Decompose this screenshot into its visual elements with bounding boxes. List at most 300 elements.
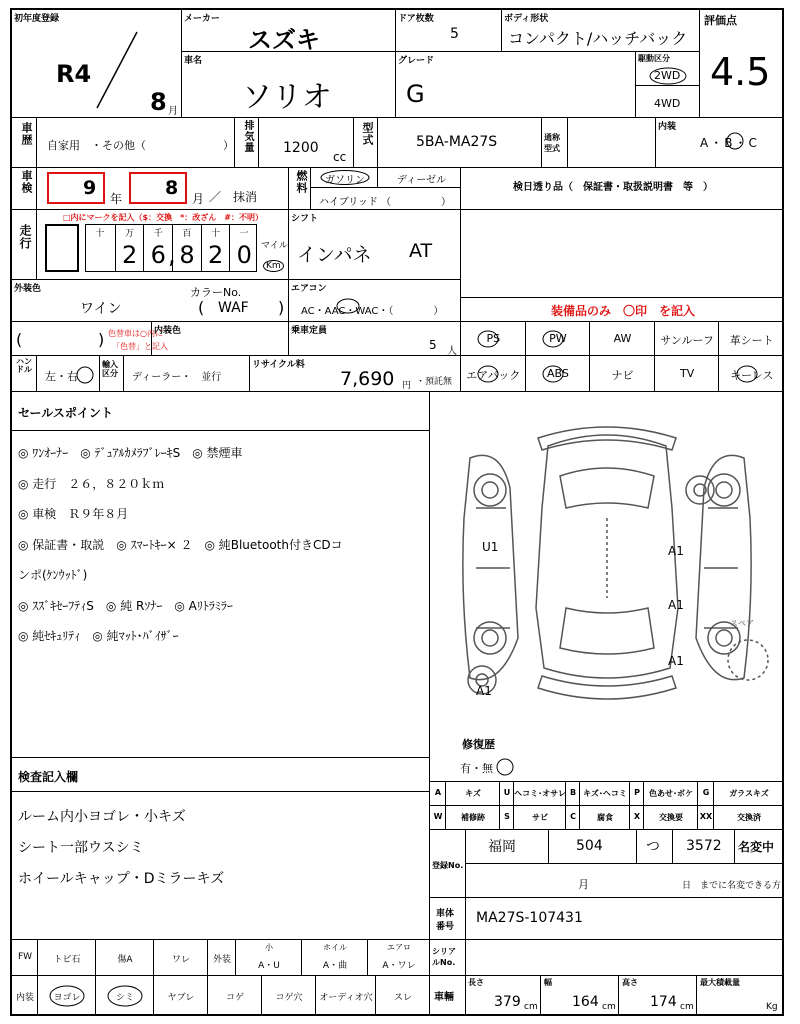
interior-damage-circle	[105, 983, 145, 1009]
interior-damage-cell	[12, 976, 38, 1016]
legend-text: X	[633, 812, 641, 821]
common-model-cell	[568, 118, 656, 168]
body-cell	[502, 10, 700, 52]
legend-code	[630, 782, 644, 806]
load-unit: Kg	[766, 1002, 778, 1012]
exterior-damage-cell	[236, 940, 302, 976]
registration-number-cell	[466, 830, 784, 864]
legend-text: C	[570, 812, 576, 821]
other-color-open: (	[16, 330, 23, 349]
exterior-damage-sub-value: A・U	[258, 961, 280, 971]
legend-description	[644, 782, 698, 806]
fuel-diesel: ディーゼル	[397, 175, 446, 186]
width-label: 幅	[544, 978, 552, 987]
equipment-label: ABS	[546, 367, 569, 380]
common-model-label-cell	[542, 118, 568, 168]
sales-title: セールスポイント	[18, 406, 113, 420]
exterior-damage-sub-value: A・ワレ	[382, 961, 416, 971]
fuel-divider-v	[377, 168, 378, 187]
registration-number: 3572	[686, 838, 722, 854]
grade-label: グレード	[398, 56, 435, 66]
damage-legend	[430, 782, 784, 830]
capacity-label: 乗車定員	[291, 326, 328, 336]
score-value: 4.5	[710, 50, 771, 94]
car-diagram	[430, 398, 784, 718]
height-unit: cm	[680, 1002, 694, 1012]
damage-mark-a1-right-rear: A1	[668, 654, 684, 668]
damage-mark-a1-right-front: A1	[668, 544, 684, 558]
model-value: 5BA-MA27S	[416, 134, 498, 150]
sales-point-line: ◎ 走行 ２６，８２０ｋｍ	[18, 476, 165, 491]
car-diagram-cell	[430, 392, 784, 782]
recycle-status: ・預託無	[416, 377, 453, 387]
capacity-unit: 人	[447, 346, 457, 357]
serial-cell	[466, 940, 784, 976]
legend-description	[580, 806, 630, 830]
interior-damage-cell	[376, 976, 430, 1016]
equipment-label: ナビ	[611, 369, 634, 382]
interior-grade-cell	[656, 118, 784, 168]
other-color-note2: 「色替」と記入	[112, 342, 168, 351]
serial-label: シリアルNo.	[432, 947, 456, 967]
color-no-value: WAF	[218, 300, 249, 316]
body-value: コンパクト/ハッチバック	[508, 29, 688, 48]
legend-code	[566, 806, 580, 830]
shift-label: シフト	[291, 214, 319, 224]
equipment-cell[interactable]	[655, 356, 720, 392]
exterior-damage-cell	[96, 940, 154, 976]
legend-text: U	[503, 788, 511, 797]
displacement-label-cell	[235, 118, 259, 168]
interior-damage-cell	[154, 976, 208, 1016]
interior-damage-cell	[316, 976, 376, 1016]
legend-description	[514, 806, 566, 830]
inspection-notes-header	[12, 758, 430, 792]
registration-label: 登録No.	[432, 861, 464, 870]
exterior-damage-sub-label: エアロ	[387, 943, 411, 952]
length-label: 長さ	[468, 978, 484, 987]
legend-description	[644, 806, 698, 830]
legend-description	[514, 782, 566, 806]
equipment-row-2	[461, 356, 784, 392]
mileage-digit-box	[201, 225, 230, 271]
fuel-circle	[319, 169, 371, 186]
legend-text: キズ	[465, 789, 481, 798]
mileage-unit-header: 十	[95, 229, 105, 239]
sales-point-line: ◎ 保証書・取説 ◎ ｽﾏｰﾄｷｰ× ２ ◎ 純Bluetooth付きCDコ	[18, 537, 343, 552]
repair-history-circle	[494, 756, 516, 778]
interior-damage-label: ヨゴレ	[53, 993, 81, 1003]
inspection-label-cell	[12, 168, 37, 210]
interior-damage-circle	[47, 983, 87, 1009]
inspection-month-box	[129, 172, 187, 204]
reg-divider-2	[636, 830, 637, 864]
mileage-label-cell	[12, 210, 37, 280]
equipment-label: AW	[613, 332, 632, 345]
carname-value: ソリオ	[242, 80, 332, 115]
mileage-mark-box[interactable]	[45, 224, 79, 272]
legend-code	[566, 782, 580, 806]
sales-point-line: ◎ ｽｽﾞｷｾｰﾌﾃｨS ◎ 純 Rｿﾅｰ ◎ Aﾘﾄﾗﾐﾗｰ	[18, 598, 233, 613]
mileage-unit-header: 一	[239, 229, 249, 239]
width-unit: cm	[602, 1002, 616, 1012]
legend-code	[500, 782, 514, 806]
interior-damage-label: コゲ穴	[275, 993, 303, 1003]
interior-damage-cell	[208, 976, 262, 1016]
mileage-unit-mile: マイル	[261, 241, 288, 251]
legend-text: ヘコミ･オサレ	[514, 789, 566, 798]
height-label: 高さ	[622, 978, 638, 987]
equipment-cell[interactable]	[526, 322, 591, 356]
mileage-digit: 2	[121, 241, 138, 269]
interior-color-label: 内装色	[154, 326, 182, 336]
equipment-label: PW	[549, 332, 567, 345]
exterior-damage-row	[12, 940, 430, 976]
mileage-comma: ,	[168, 241, 176, 269]
fuel-label-cell	[289, 168, 311, 210]
first-reg-label: 初年度登録	[14, 14, 60, 24]
fuel-cell	[311, 168, 461, 210]
interior-label: 内装	[658, 122, 677, 132]
capacity-value: 5	[429, 338, 437, 352]
mileage-digit-box	[172, 225, 201, 271]
exterior-damage-label: 外装	[212, 955, 231, 965]
equip-header: 装備品のみ 〇印 を記入	[551, 304, 696, 318]
mileage-digit: 6	[150, 241, 166, 269]
mileage-note: □内にマークを記入（$：交換 *：改ざん #：不明）	[63, 213, 264, 222]
equipment-label: キーレス	[729, 369, 774, 382]
equipment-cell[interactable]	[590, 322, 655, 356]
history-value: 自家用 ・その他（ ）	[47, 139, 234, 152]
color-no-close: )	[278, 298, 285, 317]
handle-circle	[75, 365, 95, 385]
legend-text: サビ	[532, 813, 548, 822]
drive-2wd: 2WD	[654, 69, 681, 82]
handle-value: 左・右	[45, 370, 78, 383]
inspection-month-unit: 月	[192, 192, 205, 206]
score-cell	[700, 10, 784, 118]
equipment-label: 革シート	[729, 334, 774, 347]
reg-divider-1	[548, 830, 549, 864]
equipment-cell[interactable]	[461, 322, 526, 356]
import-cell	[124, 356, 250, 392]
equip-header-cell	[461, 298, 784, 322]
width-value: 164	[572, 994, 599, 1010]
size-divider-2	[618, 976, 619, 1016]
import-label-cell	[100, 356, 124, 392]
exterior-damage-sub-label: ホイル	[323, 943, 347, 952]
maker-value: スズキ	[248, 26, 320, 54]
shift-type: AT	[409, 240, 433, 262]
registration-label-cell	[430, 830, 466, 898]
exterior-damage-sub-label: 小	[265, 943, 273, 952]
fuel-gasoline: ガソリン	[325, 175, 365, 186]
mileage-digit-box	[229, 225, 258, 271]
repair-history-value: 有・無	[460, 762, 493, 775]
legend-text: 補修跡	[461, 813, 485, 822]
damage-mark-a1-left-rear: A1	[476, 684, 492, 698]
legend-description	[580, 782, 630, 806]
vin-label-cell	[430, 898, 466, 940]
legend-text: ガラスキズ	[729, 789, 769, 798]
interior-damage-label: スレ	[393, 993, 412, 1003]
mileage-digit: 8	[179, 241, 195, 269]
legend-text: 交換済	[737, 813, 761, 822]
maker-cell	[182, 10, 396, 52]
repair-history-label: 修復歴	[462, 738, 495, 751]
exterior-damage-label: FW	[17, 952, 33, 962]
doors-label: ドア枚数	[398, 14, 434, 24]
equipment-label: TV	[679, 367, 695, 380]
mileage-unit-header: 十	[210, 229, 220, 239]
docs-blank-cell	[461, 210, 784, 298]
mileage-unit-header: 千	[153, 229, 163, 239]
legend-description	[714, 782, 784, 806]
fuel-divider-h	[311, 187, 461, 188]
exterior-color-value: ワイン	[80, 301, 122, 317]
registration-kana: つ	[646, 839, 660, 855]
inspection-note-line: ホイールキャップ・Dミラーキズ	[18, 871, 225, 887]
inspection-date-cell	[37, 168, 289, 210]
drive-4wd: 4WD	[654, 97, 681, 110]
legend-code	[500, 806, 514, 830]
legend-text: XX	[699, 812, 713, 821]
registration-day-note: 日 までに名変できる方	[682, 881, 782, 891]
inspection-year-box	[47, 172, 105, 204]
exterior-damage-label: ワレ	[171, 955, 190, 965]
exterior-damage-cell	[154, 940, 208, 976]
equipment-check-circle	[475, 364, 501, 384]
mileage-digit-box	[86, 225, 115, 271]
recycle-value: 7,690	[340, 368, 395, 390]
shift-position: インパネ	[297, 244, 372, 266]
legend-description	[714, 806, 784, 830]
grade-cell	[396, 52, 636, 118]
model-cell	[378, 118, 542, 168]
legend-code	[430, 782, 446, 806]
other-color-close: )	[98, 330, 105, 349]
inspection-note-line: シート一部ウスシミ	[18, 840, 144, 856]
equipment-label: PS	[486, 332, 501, 345]
registration-date-cell	[466, 864, 784, 898]
damage-mark-u1: U1	[482, 540, 499, 554]
vin-cell	[466, 898, 784, 940]
reg-divider-4	[734, 830, 735, 864]
date-slash	[92, 30, 142, 110]
mileage-digit: 0	[236, 241, 252, 269]
inspection-year: 9	[83, 177, 97, 199]
shift-cell	[289, 210, 461, 280]
history-label-cell	[12, 118, 37, 168]
first-reg-month: 8	[150, 88, 167, 116]
handle-label-cell	[12, 356, 37, 392]
inspection-note-line: ルーム内小ヨゴレ・小キズ	[18, 809, 186, 825]
mileage-unit-km: Km	[263, 260, 284, 272]
import-label: 輸入区分	[102, 360, 118, 378]
damage-mark-a1-right-mid: A1	[668, 598, 684, 612]
first-reg-month-unit: 月	[168, 106, 178, 117]
reg-divider-3	[672, 830, 673, 864]
interior-damage-cell	[262, 976, 316, 1016]
history-cell	[37, 118, 235, 168]
registration-note: 名変中	[738, 840, 775, 854]
inspection-month: 8	[165, 177, 179, 199]
first-reg-year: R4	[56, 60, 92, 88]
handle-label: ハンドル	[16, 357, 32, 374]
other-color-note1: 色替車は○内に	[108, 329, 163, 338]
recycle-unit: 円	[402, 381, 412, 391]
exterior-damage-cell	[368, 940, 430, 976]
exterior-damage-label: トビ石	[53, 955, 81, 965]
size-divider-3	[696, 976, 697, 1016]
legend-text: S	[504, 812, 510, 821]
sales-divider	[12, 430, 430, 431]
legend-code	[698, 782, 714, 806]
exterior-damage-cell	[302, 940, 368, 976]
interior-color-cell	[152, 322, 289, 356]
equipment-cell[interactable]	[655, 322, 720, 356]
size-label-cell	[430, 976, 466, 1016]
legend-description	[446, 806, 500, 830]
legend-code	[430, 806, 446, 830]
body-label: ボディ形状	[504, 14, 549, 24]
capacity-cell	[289, 322, 461, 356]
docs-cell	[461, 168, 784, 210]
mileage-unit-header: 百	[182, 229, 192, 239]
history-label: 車歴	[20, 122, 33, 146]
inspection-notes-cell	[12, 792, 430, 940]
mileage-unit-header: 万	[124, 229, 134, 239]
legend-text: B	[569, 788, 577, 797]
mileage-digit-row	[85, 224, 257, 272]
inspection-label: 車検	[20, 170, 33, 194]
legend-text: 色あせ･ボケ	[649, 789, 693, 798]
interior-damage-label: ヤブレ	[167, 993, 195, 1003]
vin-value: MA27S-107431	[476, 910, 583, 926]
equipment-label: サンルーフ	[660, 334, 714, 347]
inspection-year-unit: 年	[110, 192, 123, 206]
interior-damage-row	[12, 976, 430, 1016]
interior-damage-label: コゲ	[225, 993, 244, 1003]
legend-code	[630, 806, 644, 830]
length-value: 379	[494, 994, 521, 1010]
legend-text: 交換要	[659, 813, 683, 822]
displacement-unit: cc	[333, 150, 347, 164]
equipment-check-circle	[475, 329, 501, 349]
size-divider-1	[540, 976, 541, 1016]
auction-sheet	[10, 8, 784, 1016]
model-label: 型式	[361, 122, 374, 146]
recycle-cell	[250, 356, 461, 392]
fuel-label: 燃料	[295, 170, 308, 194]
interior-grade-circle	[725, 131, 745, 151]
handle-cell	[37, 356, 100, 392]
sales-point-line: ◎ 純ｾｷｭﾘﾃｨ ◎ 純ﾏｯﾄ･ﾊﾞｲｻﾞｰ	[18, 629, 179, 643]
equipment-cell[interactable]	[461, 356, 526, 392]
drive-cell	[636, 52, 700, 118]
legend-text: P	[634, 788, 640, 797]
sales-point-line: ンポ(ｹﾝｳｯﾄﾞ)	[18, 568, 88, 582]
registration-place: 福岡	[488, 839, 516, 855]
interior-damage-label: シミ	[115, 993, 134, 1003]
grade-value: G	[406, 80, 425, 108]
fuel-other: （ ）	[381, 197, 451, 208]
inspection-notes-title: 検査記入欄	[18, 770, 79, 784]
exterior-damage-cell	[12, 940, 38, 976]
legend-text: W	[433, 812, 443, 821]
interior-damage-cell	[38, 976, 96, 1016]
carname-label: 車名	[184, 56, 203, 66]
equipment-check-circle	[734, 364, 760, 384]
displacement-label: 排気量	[242, 120, 253, 153]
inspection-cancel: ／ 抹消	[209, 190, 258, 204]
drive-label: 駆動区分	[638, 54, 670, 63]
interior-damage-label: オーディオ穴	[319, 993, 373, 1003]
exterior-damage-cell	[208, 940, 236, 976]
color-no-open: (	[198, 298, 205, 317]
maker-label: メーカー	[184, 14, 220, 24]
equipment-cell[interactable]	[719, 322, 784, 356]
equipment-cell[interactable]	[590, 356, 655, 392]
legend-text: キズ･ヘコミ	[583, 789, 627, 798]
equipment-check-circle	[540, 329, 566, 349]
carname-cell	[182, 52, 396, 118]
size-label: 車輛	[434, 992, 454, 1003]
load-label: 最大積載量	[700, 978, 740, 987]
legend-description	[446, 782, 500, 806]
exterior-damage-label: 傷A	[117, 955, 133, 965]
mileage-digit: 2	[207, 241, 224, 269]
docs-value: 検日透り品（ 保証書・取扱説明書 等 ）	[513, 182, 713, 193]
size-cell	[466, 976, 784, 1016]
exterior-color-cell	[12, 280, 289, 322]
equipment-label: エアバック	[466, 369, 521, 382]
displacement-cell	[259, 118, 354, 168]
import-value: ディーラー・ 並行	[132, 372, 222, 383]
sales-point-cell	[12, 392, 430, 758]
interior-damage-cell	[96, 976, 154, 1016]
interior-damage-label: 内装	[15, 993, 34, 1003]
serial-label-cell	[430, 940, 466, 976]
doors-cell	[396, 10, 502, 52]
sales-point-line: ◎ ﾜﾝｵｰﾅｰ ◎ ﾃﾞｭｱﾙｶﾒﾗﾌﾞﾚｰｷS ◎ 禁煙車	[18, 446, 243, 460]
exterior-damage-cell	[38, 940, 96, 976]
legend-text: A	[434, 788, 442, 797]
color-no-label: カラーNo.	[190, 286, 242, 299]
ac-cell	[289, 280, 461, 322]
mileage-label: 走行	[18, 224, 32, 250]
fuel-hybrid: ハイブリッド	[319, 197, 378, 208]
doors-value: 5	[450, 26, 459, 42]
equipment-cell[interactable]	[719, 356, 784, 392]
legend-text: 腐食	[597, 813, 613, 822]
equipment-row-1	[461, 322, 784, 356]
model-label-cell	[354, 118, 378, 168]
spare-label: スペア	[730, 619, 754, 628]
interior-grade-value: A・B・C	[700, 136, 759, 150]
recycle-label: リサイクル料	[252, 360, 305, 370]
common-model-label: 通称型式	[544, 133, 560, 153]
drive-circle	[648, 66, 688, 86]
equipment-cell[interactable]	[526, 356, 591, 392]
exterior-damage-sub-value: A・曲	[322, 961, 348, 971]
legend-text: G	[702, 788, 710, 797]
vin-label: 車体番号	[436, 909, 455, 932]
equipment-check-circle	[540, 364, 566, 384]
displacement-value: 1200	[283, 140, 319, 156]
registration-month-unit: 月	[578, 878, 589, 891]
ac-label: エアコン	[291, 284, 327, 294]
